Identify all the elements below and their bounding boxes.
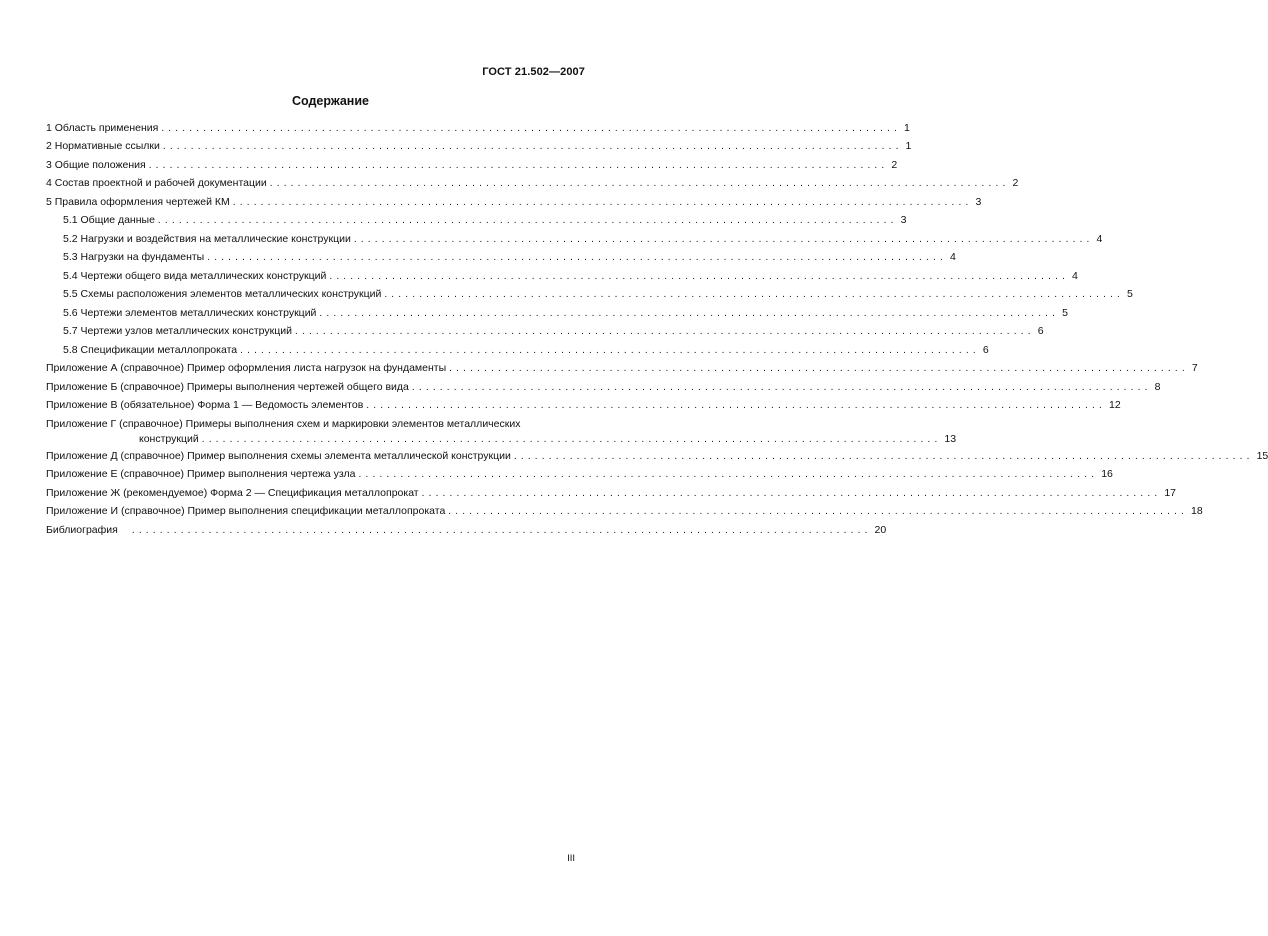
- toc-appendix[interactable]: [46, 399, 1121, 412]
- toc-page-number: 6: [982, 344, 989, 356]
- toc-entry[interactable]: [46, 177, 1019, 190]
- toc-entry-label: 5 Правила оформления чертежей КМ: [46, 196, 230, 208]
- toc-entry-label: Приложение А (справочное) Пример оформления листа нагрузок на фундаменты: [46, 362, 447, 374]
- toc-subentry[interactable]: [46, 307, 1068, 320]
- toc-dot-leader: ..........................................................................................................: [207, 252, 947, 263]
- toc-page-number: 8: [1154, 381, 1161, 393]
- toc-page-number: 12: [1108, 399, 1121, 411]
- toc-dot-leader: ..........................................................................................................: [353, 234, 1094, 245]
- toc-entry-label: 5.8 Спецификации металлопроката: [63, 344, 238, 356]
- toc-subentry[interactable]: [46, 288, 1133, 301]
- toc-page-number: 3: [900, 214, 907, 226]
- toc-dot-leader: ..........................................................................................................: [358, 469, 1099, 480]
- toc-dot-leader: ..........................................................................................................: [319, 308, 1060, 319]
- toc-dot-leader: ..........................................................................................................: [294, 326, 1035, 337]
- toc-entry-label: 3 Общие положения: [46, 159, 146, 171]
- toc-page-number: 15: [1256, 450, 1268, 462]
- toc-entry-label: Библиография: [46, 524, 118, 536]
- toc-dot-leader: ..........................................................................................................: [161, 123, 902, 134]
- toc-subentry[interactable]: [46, 344, 989, 357]
- toc-entry-label: 2 Нормативные ссылки: [46, 140, 160, 152]
- toc-subentry[interactable]: [46, 325, 1044, 338]
- toc-page-number: 5: [1062, 307, 1068, 319]
- toc-entry[interactable]: [46, 122, 910, 135]
- toc-entry-label: Приложение Б (справочное) Примеры выполнения чертежей общего вида: [46, 381, 409, 393]
- toc-entry[interactable]: [46, 140, 912, 153]
- toc-dot-leader: ..........................................................................................................: [384, 289, 1125, 300]
- toc-entry-label: 5.1 Общие данные: [63, 214, 155, 226]
- page-number-roman: III: [567, 853, 575, 864]
- toc-entry-label: 4 Состав проектной и рабочей документации: [46, 177, 267, 189]
- toc-subentry[interactable]: [46, 270, 1078, 283]
- toc-entry-label-continuation: конструкций: [139, 433, 199, 445]
- toc-page-number: 2: [1012, 177, 1019, 189]
- toc-appendix[interactable]: [46, 450, 1268, 463]
- toc-dot-leader: ..........................................................................................................: [411, 382, 1152, 393]
- toc-entry-label: 5.2 Нагрузки и воздействия на металлические конструкции: [63, 233, 351, 245]
- page-title: Содержание: [291, 94, 369, 108]
- toc-page-number: 4: [1096, 233, 1103, 245]
- toc-page-number: 6: [1037, 325, 1044, 337]
- toc-page-number: 3: [975, 196, 982, 208]
- toc-appendix[interactable]: [46, 468, 1113, 481]
- toc-dot-leader: ..........................................................................................................: [449, 363, 1189, 374]
- toc-entry-label: 5.3 Нагрузки на фундаменты: [63, 251, 205, 263]
- toc-dot-leader: ..........................................................................................................: [366, 400, 1106, 411]
- toc-appendix[interactable]: [46, 487, 1177, 500]
- toc-dot-leader: ..........................................................................................................: [329, 271, 1070, 282]
- document-code: ГОСТ 21.502—2007: [482, 66, 585, 78]
- toc-entry-label: Приложение Д (справочное) Пример выполнения схемы элемента металлической конструкции: [46, 450, 511, 462]
- toc-page-number: 4: [1072, 270, 1078, 282]
- toc-subentry[interactable]: [46, 214, 907, 227]
- toc-dot-leader: ..........................................................................................................: [448, 506, 1188, 517]
- toc-page-number: 2: [891, 159, 898, 171]
- toc-appendix[interactable]: [46, 381, 1161, 394]
- toc-page-number: 1: [905, 140, 912, 152]
- toc-dot-leader: ..........................................................................................................: [421, 488, 1162, 499]
- toc-entry-label: Приложение В (обязательное) Форма 1 — Ведомость элементов: [46, 399, 364, 411]
- toc-entry-label: 5.5 Схемы расположения элементов металлических конструкций: [63, 288, 382, 300]
- toc-page-number: 13: [944, 433, 957, 445]
- toc-entry-label: Приложение Е (справочное) Пример выполнения чертежа узла: [46, 468, 356, 480]
- toc-dot-leader: ..........................................................................................................: [240, 345, 980, 356]
- toc-appendix[interactable]: [46, 505, 1203, 518]
- toc-dot-leader: ..........................................................................................................: [148, 160, 889, 171]
- toc-entry-label: Приложение И (справочное) Пример выполнения спецификации металлопроката: [46, 505, 446, 517]
- toc-page-number: 4: [949, 251, 956, 263]
- toc-entry-label: 5.4 Чертежи общего вида металлических конструкций: [63, 270, 327, 282]
- toc-page-number: 7: [1191, 362, 1198, 374]
- toc-dot-leader: ..........................................................................................................: [232, 197, 973, 208]
- toc-subentry[interactable]: [46, 233, 1103, 246]
- toc-page-number: 16: [1101, 468, 1113, 480]
- toc-entry-label: 5.7 Чертежи узлов металлических конструкций: [63, 325, 292, 337]
- toc-dot-leader: ..........................................................................................................: [162, 141, 903, 152]
- toc-appendix[interactable]: [46, 418, 957, 446]
- toc-entry-label: 1 Область применения: [46, 122, 159, 134]
- toc-page-number: 20: [874, 524, 887, 536]
- toc-page-number: 17: [1164, 487, 1177, 499]
- toc-entry[interactable]: [46, 196, 982, 209]
- toc-page-number: 5: [1127, 288, 1133, 300]
- toc-entry-label: Приложение Г (справочное) Примеры выполнения схем и маркировки элементов металлических: [46, 418, 521, 430]
- toc-entry[interactable]: [46, 159, 898, 172]
- toc-dot-leader: ..........................................................................................................: [269, 178, 1010, 189]
- toc-dot-leader: ..........................................................................................................: [201, 434, 942, 445]
- toc-dot-leader: ..........................................................................................................: [157, 215, 898, 226]
- toc-entry-label: 5.6 Чертежи элементов металлических конструкций: [63, 307, 317, 319]
- toc-dot-leader: ..........................................................................................................: [513, 451, 1254, 462]
- toc-page-number: 18: [1191, 505, 1203, 517]
- toc-subentry[interactable]: [46, 251, 956, 264]
- toc-appendix[interactable]: [46, 362, 1198, 375]
- toc-page-number: 1: [904, 122, 910, 134]
- toc-entry-label: Приложение Ж (рекомендуемое) Форма 2 — Спецификация металлопрокат: [46, 487, 419, 499]
- toc-dot-leader: ..........................................................................................................: [131, 525, 872, 536]
- toc-entry-bibliography[interactable]: [46, 524, 887, 537]
